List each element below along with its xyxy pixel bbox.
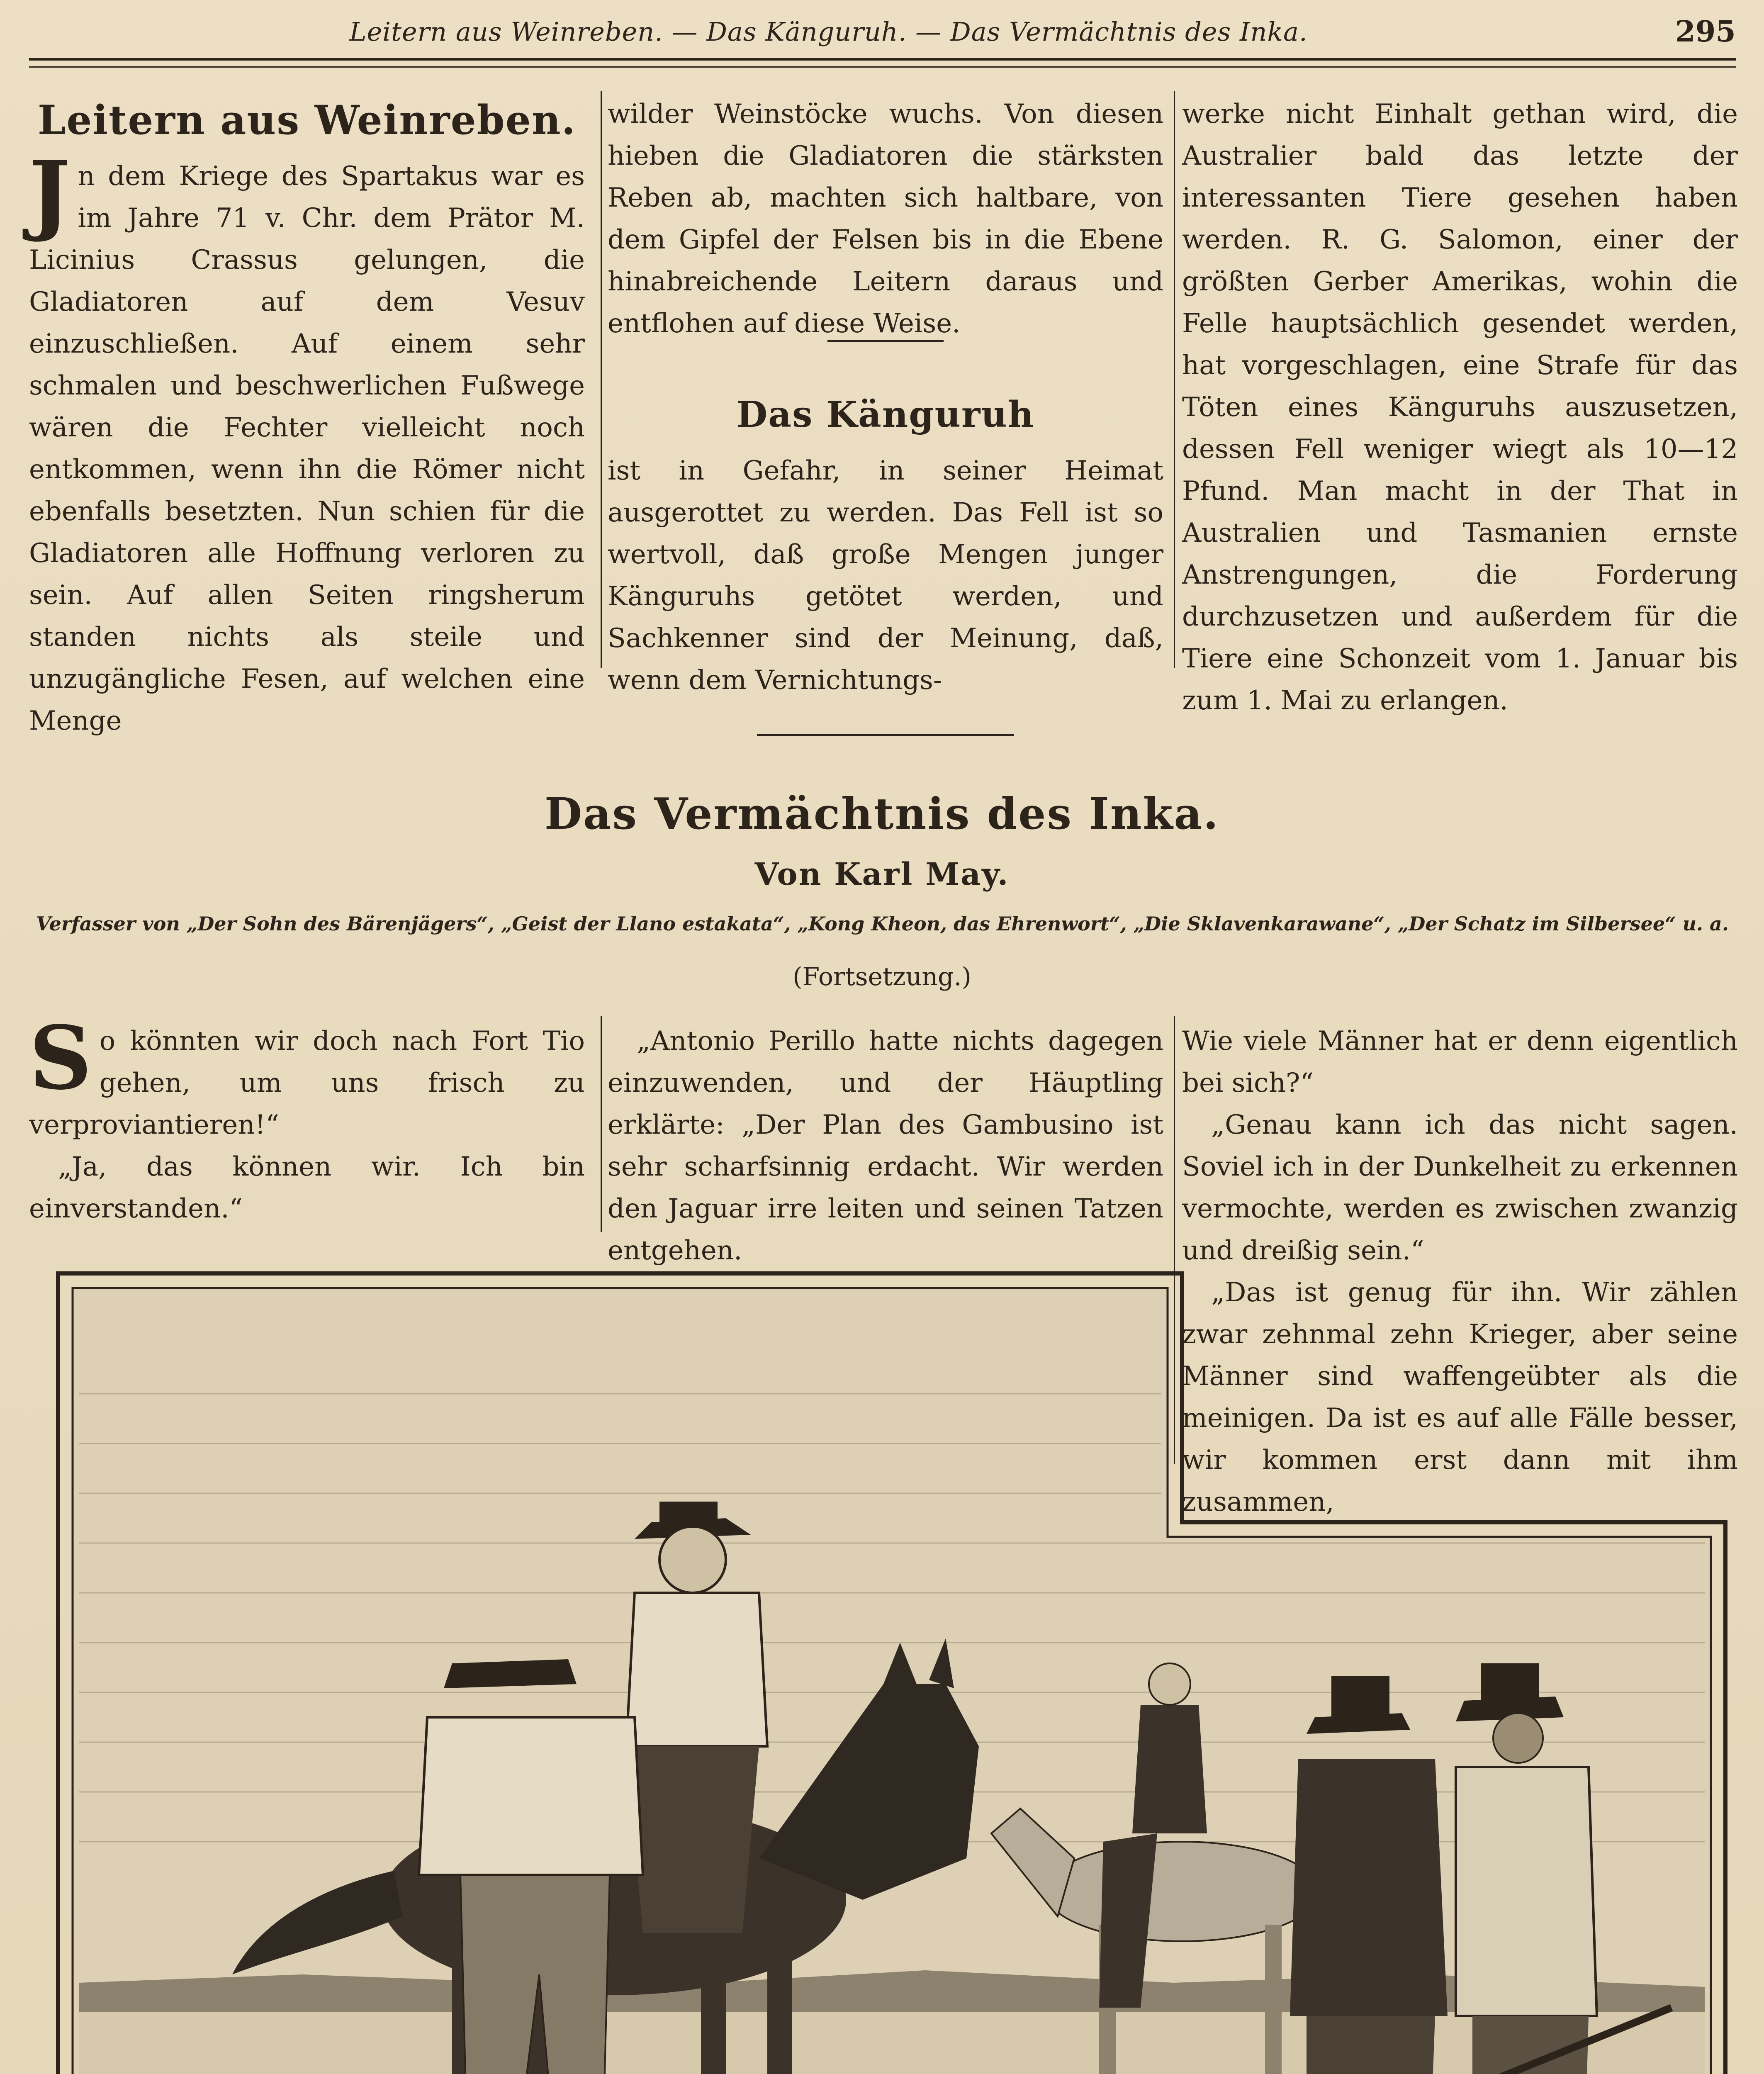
inka-title: Das Vermächtnis des Inka. <box>544 788 1220 839</box>
inka-paragraph: „Antonio Perillo hatte nichts dagegen einzuwenden, und der Häuptling erklärte: „Der Plan des Gambusino ist sehr scharfsinnig erdacht. Wir werden den Jaguar irre leiten und seinen Tatzen entgehen. <box>608 1026 1163 1266</box>
inka-paragraph: „Genau kann ich das nicht sagen. Soviel ich in der Dunkelheit zu erkennen vermochte, werden es zwischen zwanzig und dreißig sein.“ <box>1182 1110 1738 1266</box>
leitern-title: Leitern aus Weinreben. <box>37 97 577 144</box>
column-divider <box>1174 91 1175 668</box>
inka-paragraph: o könnten wir doch nach Fort Tio gehen, um uns frisch zu verproviantieren!“ <box>29 1026 585 1140</box>
kaenguruh-paragraph: ist in Gefahr, in seiner Heimat ausgerottet zu werden. Das Fell ist so wertvoll, daß große Mengen junger Känguruhs getötet werden, und Sachkenner sind der Meinung, daß, wenn dem Vernichtungs- <box>608 455 1163 696</box>
inka-continued-label: (Fortsetzung.) <box>793 962 971 991</box>
leitern-dropcap: J <box>29 142 71 244</box>
kaenguruh-title: Das Känguruh <box>736 394 1035 436</box>
column-divider <box>601 91 602 668</box>
inka-byline: Von Karl May. <box>754 857 1010 892</box>
running-title: Leitern aus Weinreben. — Das Känguruh. — Das Vermächtnis des Inka. <box>349 17 1308 47</box>
section-separator <box>757 734 1014 736</box>
inka-paragraph: „Ja, das können wir. Ich bin einverstanden.“ <box>29 1151 585 1224</box>
article-separator <box>827 340 944 342</box>
leitern-paragraph: n dem Kriege des Spartakus war es im Jahre 71 v. Chr. dem Prätor M. Licinius Crassus gelungen, die Gladiatoren auf dem Vesuv einzuschließen. Auf einem sehr schmalen und beschwerlichen Fußwege wären die Fechter vielleicht noch entkommen, wenn ihn die Römer nicht ebenfalls besetzten. Nun schien für die Gladiatoren alle Hoffnung verloren zu sein. Auf allen Seiten ringsherum standen nichts als steile und unzugängliche Fesen, auf welchen eine Menge <box>29 161 585 736</box>
inka-paragraph: Wie viele Männer hat er denn eigentlich bei sich?“ <box>1182 1026 1738 1098</box>
engraving-scene <box>54 1269 1730 2074</box>
column-inka-1 <box>29 1007 585 1230</box>
column-leitern <box>29 93 585 742</box>
column-inka-2 <box>608 1020 1163 1272</box>
column-middle-top <box>608 93 1163 345</box>
leitern-continuation: wilder Weinstöcke wuchs. Von diesen hieben die Gladiatoren die stärksten Reben ab, machten sich haltbare, von dem Gipfel der Felsen bis in die Ebene hinabreichende Leitern daraus und entflohen auf diese Weise. <box>608 99 1163 339</box>
inka-paragraph: „Das ist genug für ihn. Wir zählen zwar zehnmal zehn Krieger, aber seine Männer sind waffengeübter als die meinigen. Da ist es auf alle Fälle besser, wir kommen erst dann mit ihm zusammen, <box>1182 1277 1738 1517</box>
illustration <box>54 1269 1730 2074</box>
column-right-top <box>1182 93 1738 722</box>
column-divider <box>601 1016 602 1232</box>
inka-author-note: Verfasser von „Der Sohn des Bärenjägers“, „Geist der Llano estakata“, „Kong Kheon, das Ehrenwort“, „Die Sklavenkarawane“, „Der Schatz im Silbersee“ u. a. <box>36 913 1729 935</box>
inka-dropcap: S <box>29 1007 92 1109</box>
page-number: 295 <box>1675 14 1736 49</box>
header-rule <box>29 58 1736 68</box>
kaenguruh-continuation: werke nicht Einhalt gethan wird, die Australier bald das letzte der interessanten Tiere gesehen haben werden. R. G. Salomon, einer der größten Gerber Amerikas, wohin die Felle hauptsächlich gesendet werden, hat vorgeschlagen, eine Strafe für das Töten eines Känguruhs auszusetzen, dessen Fell weniger wiegt als 10—12 Pfund. Man macht in der That in Australien und Tasmanien ernste Anstrengungen, die Forderung durchzusetzen und außerdem für die Tiere eine Schonzeit vom 1. Januar bis zum 1. Mai zu erlangen. <box>1182 99 1738 716</box>
column-kaenguruh <box>608 388 1163 701</box>
ground <box>79 2012 1705 2074</box>
running-header <box>29 12 1736 58</box>
